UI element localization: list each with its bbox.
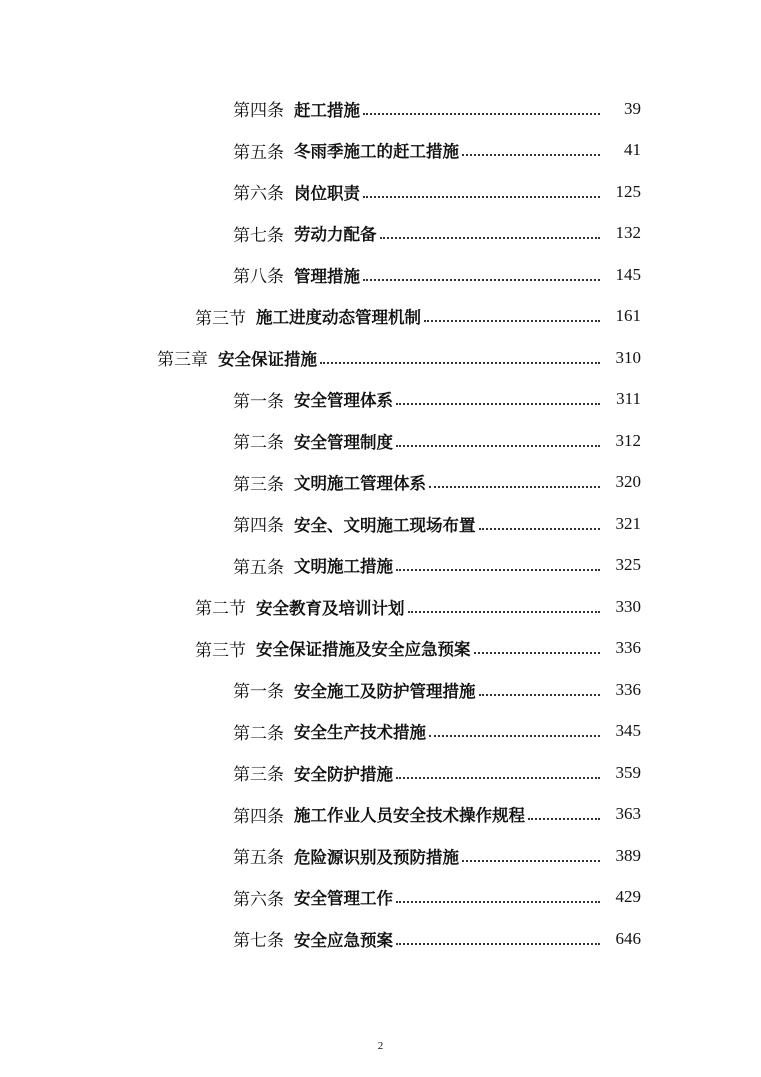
toc-entry-title: 安全防护措施 [294, 764, 393, 784]
toc-dot-leader [363, 279, 600, 281]
toc-entry-page: 321 [615, 513, 641, 533]
toc-dot-leader [363, 196, 600, 198]
toc-dot-leader [528, 818, 600, 820]
toc-entry-page: 359 [615, 762, 641, 782]
toc-entry-number: 第五条 [233, 557, 284, 578]
toc-entry[interactable] [0, 503, 761, 545]
toc-entry-number: 第三条 [233, 474, 284, 495]
toc-entry[interactable] [0, 835, 761, 877]
toc-entry-number: 第六条 [233, 889, 284, 910]
toc-entry-title: 岗位职责 [294, 183, 360, 203]
toc-entry-page: 311 [616, 389, 641, 409]
toc-dot-leader [396, 403, 600, 405]
toc-entry[interactable] [0, 628, 761, 670]
toc-entry-page: 336 [615, 638, 641, 658]
toc-entry[interactable] [0, 337, 761, 379]
toc-entry[interactable] [0, 794, 761, 836]
toc-entry-title: 安全管理制度 [294, 432, 393, 452]
toc-entry-page: 320 [615, 472, 641, 492]
toc-entry-title: 冬雨季施工的赶工措施 [294, 142, 459, 162]
toc-entry-title: 安全教育及培训计划 [256, 598, 405, 618]
toc-entry[interactable] [0, 586, 761, 628]
toc-dot-leader [320, 362, 600, 364]
toc-entry[interactable] [0, 877, 761, 919]
toc-entry-title: 安全、文明施工现场布置 [294, 515, 476, 535]
toc-entry[interactable] [0, 171, 761, 213]
toc-entry-number: 第一条 [233, 391, 284, 412]
toc-entry-number: 第五条 [233, 848, 284, 869]
toc-entry-title: 劳动力配备 [294, 225, 377, 245]
toc-dot-leader [462, 154, 600, 156]
toc-entry-page: 39 [624, 98, 641, 118]
toc-dot-leader [474, 652, 601, 654]
toc-entry[interactable] [0, 296, 761, 338]
toc-dot-leader [396, 569, 600, 571]
toc-entry-title: 安全管理体系 [294, 391, 393, 411]
toc-entry[interactable] [0, 420, 761, 462]
toc-entry-page: 325 [615, 555, 641, 575]
toc-entry-number: 第三条 [233, 765, 284, 786]
toc-entry[interactable] [0, 213, 761, 255]
toc-entry-title: 安全施工及防护管理措施 [294, 681, 476, 701]
toc-entry-page: 330 [615, 596, 641, 616]
toc-dot-leader [396, 901, 600, 903]
toc-dot-leader [424, 320, 600, 322]
toc-entry-number: 第一条 [233, 682, 284, 703]
toc-entry-page: 646 [615, 928, 641, 948]
toc-entry-number: 第四条 [233, 101, 284, 122]
toc-entry-title: 施工进度动态管理机制 [256, 308, 421, 328]
toc-entry-title: 文明施工管理体系 [294, 474, 426, 494]
toc-entry-number: 第三节 [195, 640, 246, 661]
toc-entry-page: 125 [615, 181, 641, 201]
toc-entry-number: 第二条 [233, 723, 284, 744]
toc-entry-title: 安全管理工作 [294, 889, 393, 909]
toc-entry[interactable] [0, 669, 761, 711]
toc-entry-title: 管理措施 [294, 266, 360, 286]
toc-entry-title: 安全应急预案 [294, 930, 393, 950]
toc-dot-leader [363, 113, 600, 115]
toc-entry[interactable] [0, 130, 761, 172]
toc-entry-title: 危险源识别及预防措施 [294, 847, 459, 867]
toc-entry-title: 施工作业人员安全技术操作规程 [294, 806, 525, 826]
toc-entry-number: 第四条 [233, 516, 284, 537]
toc-entry-page: 345 [615, 721, 641, 741]
toc-dot-leader [479, 694, 601, 696]
toc-entry-page: 363 [615, 804, 641, 824]
toc-entry-number: 第三章 [157, 350, 208, 371]
toc-dot-leader [429, 735, 600, 737]
toc-entry-number: 第七条 [233, 225, 284, 246]
toc-entry-page: 336 [615, 679, 641, 699]
page-number: 2 [377, 1040, 384, 1052]
toc-dot-leader [380, 237, 601, 239]
toc-dot-leader [429, 486, 600, 488]
toc-dot-leader [479, 528, 601, 530]
toc-dot-leader [408, 611, 601, 613]
table-of-contents [0, 88, 761, 960]
toc-entry-page: 132 [615, 223, 641, 243]
toc-entry-title: 安全生产技术措施 [294, 723, 426, 743]
toc-entry-page: 429 [615, 887, 641, 907]
toc-entry-number: 第二节 [195, 599, 246, 620]
toc-entry-title: 赶工措施 [294, 100, 360, 120]
toc-dot-leader [396, 777, 600, 779]
toc-entry-number: 第二条 [233, 433, 284, 454]
toc-entry[interactable] [0, 545, 761, 587]
toc-entry-number: 第七条 [233, 931, 284, 952]
toc-entry-page: 145 [615, 264, 641, 284]
toc-entry[interactable] [0, 254, 761, 296]
toc-entry[interactable] [0, 918, 761, 960]
toc-entry-title: 安全保证措施 [218, 349, 317, 369]
toc-entry[interactable] [0, 379, 761, 421]
toc-entry[interactable] [0, 88, 761, 130]
toc-entry[interactable] [0, 752, 761, 794]
toc-dot-leader [396, 943, 600, 945]
toc-dot-leader [396, 445, 600, 447]
toc-entry-page: 310 [615, 347, 641, 367]
toc-entry-number: 第六条 [233, 184, 284, 205]
toc-entry-number: 第八条 [233, 267, 284, 288]
toc-entry-number: 第五条 [233, 142, 284, 163]
toc-entry-page: 312 [615, 430, 641, 450]
toc-entry-title: 安全保证措施及安全应急预案 [256, 640, 471, 660]
toc-entry-title: 文明施工措施 [294, 557, 393, 577]
toc-entry-page: 41 [624, 140, 641, 160]
toc-entry-number: 第四条 [233, 806, 284, 827]
toc-dot-leader [462, 860, 600, 862]
toc-entry-number: 第三节 [195, 308, 246, 329]
toc-entry-page: 389 [615, 845, 641, 865]
toc-entry-page: 161 [615, 306, 641, 326]
toc-entry[interactable] [0, 711, 761, 753]
toc-entry[interactable] [0, 462, 761, 504]
